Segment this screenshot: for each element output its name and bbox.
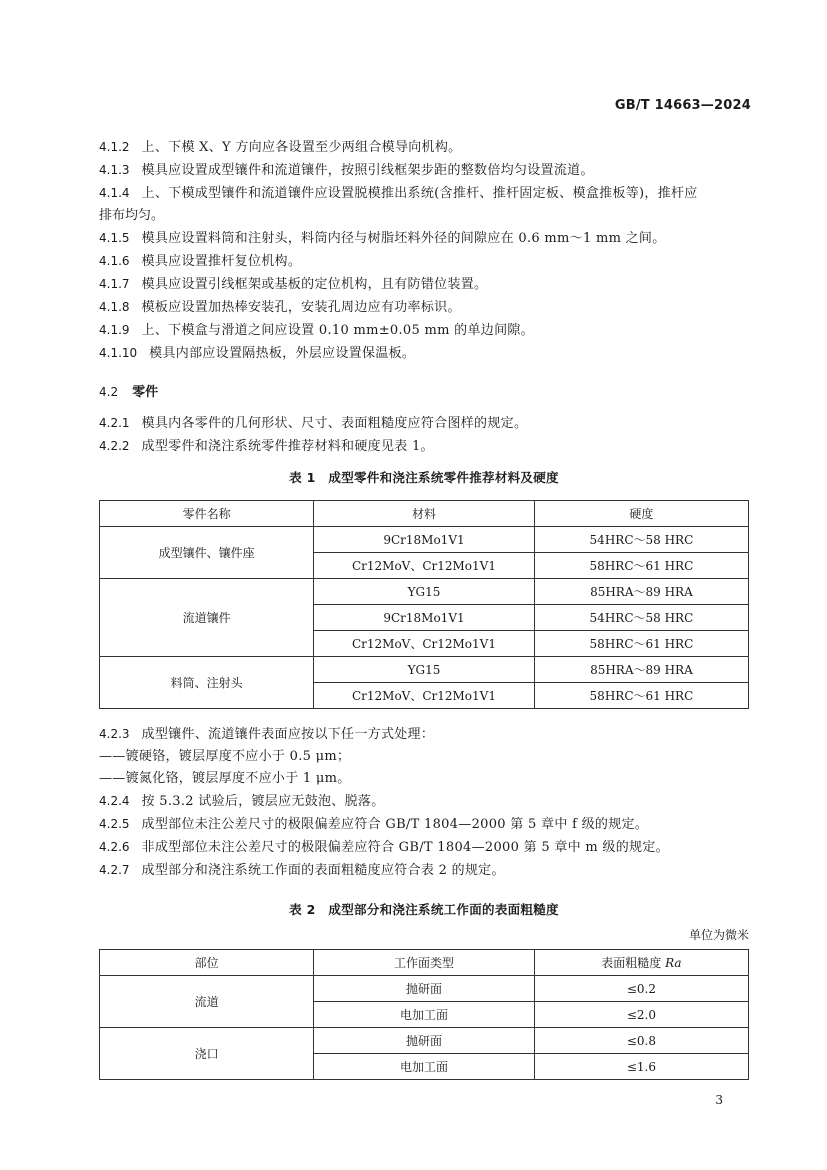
clause-text: 上、下模成型镶件和流道镶件应设置脱模推出系统(含推杆、推杆固定板、模盒推板等)，推杆应 [141,186,698,201]
table2-unit: 单位为微米 [688,928,749,942]
clause-text: 上、下模 X、Y 方向应各设置至少两组合模导向机构。 [141,140,462,155]
hardness-cell: 58HRC～61 HRC [534,631,748,657]
clause-number: 4.2.4 [99,794,130,808]
table2-caption: 表 2 成型部分和浇注系统工作面的表面粗糙度 [289,902,559,917]
clause-number: 4.1.9 [99,323,130,337]
material-cell: Cr12MoV、Cr12Mo1V1 [314,553,535,579]
part-name-cell: 料筒、注射头 [100,657,314,709]
hardness-cell: 58HRC～61 HRC [534,683,748,709]
clause-number: 4.1.10 [99,346,138,360]
clause-text: 模板应设置加热棒安装孔，安装孔周边应有功率标识。 [141,300,461,315]
clause-text: 模具应设置成型镶件和流道镶件，按照引线框架步距的整数倍均匀设置流道。 [141,163,594,178]
surface-type-cell: 电加工面 [314,1002,535,1028]
roughness-cell: ≤0.8 [534,1028,748,1054]
section-title: 零件 [132,385,159,400]
clause-text: 模具内部应设置隔热板，外层应设置保温板。 [149,346,416,361]
surface-type-cell: 抛研面 [314,1028,535,1054]
clause-number: 4.1.2 [99,140,130,154]
clause [99,342,749,365]
hardness-cell: 54HRC～58 HRC [534,605,748,631]
clause-continuation: 排布均匀。 [99,208,165,223]
clause-text: 成型部分和浇注系统工作面的表面粗糙度应符合表 2 的规定。 [141,863,505,878]
clause-number: 4.2.1 [99,416,130,430]
clause-number: 4.1.3 [99,163,130,177]
clause [99,136,749,159]
clause-number: 4.1.4 [99,186,130,200]
material-cell: 9Cr18Mo1V1 [314,527,535,553]
clause-number: 4.2.7 [99,863,130,877]
part-name-cell: 成型镶件、镶件座 [100,527,314,579]
document-body [99,136,749,1080]
roughness-cell: ≤0.2 [534,976,748,1002]
material-cell: Cr12MoV、Cr12Mo1V1 [314,683,535,709]
table2-header-row [100,950,749,976]
part-name-cell: 流道镶件 [100,579,314,657]
clause-number: 4.2.3 [99,727,130,741]
clause-4-2-3 [99,723,749,790]
table1-header-hardness: 硬度 [534,501,748,527]
clause-text: 模具内各零件的几何形状、尺寸、表面粗糙度应符合图样的规定。 [141,416,528,431]
material-cell: 9Cr18Mo1V1 [314,605,535,631]
clause [99,319,749,342]
table-row [100,1028,749,1054]
hardness-cell: 85HRA～89 HRA [534,579,748,605]
roughness-cell: ≤2.0 [534,1002,748,1028]
table-row [100,976,749,1002]
clause [99,412,749,435]
clause [99,813,749,836]
clause-text: 非成型部位未注公差尺寸的极限偏差应符合 GB/T 1804—2000 第 5 章中 m 级的规定。 [141,840,669,855]
material-cell: YG15 [314,657,535,683]
clause [99,790,749,813]
clause-text: 模具应设置引线框架或基板的定位机构，且有防错位装置。 [141,277,488,292]
hardness-cell: 85HRA～89 HRA [534,657,748,683]
clause-number: 4.1.8 [99,300,130,314]
table-row [100,579,749,605]
clause [99,182,749,205]
list-item: ——镀硬铬，镀层厚度不应小于 0.5 μm； [99,749,351,764]
clause [99,227,749,250]
hardness-cell: 58HRC～61 HRC [534,553,748,579]
clauses-4-2-a [99,412,749,458]
clause-text: 模具应设置推杆复位机构。 [141,254,302,269]
clause-text: 成型部位未注公差尺寸的极限偏差应符合 GB/T 1804—2000 第 5 章中 f 级的规定。 [141,817,649,832]
material-cell: Cr12MoV、Cr12Mo1V1 [314,631,535,657]
clause-number: 4.1.6 [99,254,130,268]
clause [99,859,749,882]
clause [99,159,749,182]
clauses-4-2-b [99,790,749,882]
table1-caption: 表 1 成型零件和浇注系统零件推荐材料及硬度 [289,470,559,485]
table2-header-roughness [534,950,748,976]
part-name-cell: 流道 [100,976,314,1028]
clause [99,273,749,296]
section-number: 4.2 [99,385,119,399]
clause [99,836,749,859]
roughness-label: 表面粗糙度 [601,956,666,970]
clause-number: 4.2.5 [99,817,130,831]
part-name-cell: 浇口 [100,1028,314,1080]
table1-header-row [100,501,749,527]
table-row [100,527,749,553]
roughness-cell: ≤1.6 [534,1054,748,1080]
table1-header-material: 材料 [314,501,535,527]
table-1 [99,500,749,709]
page-number: 3 [715,1093,723,1107]
clause-text: 上、下模盒与滑道之间应设置 0.10 mm±0.05 mm 的单边间隙。 [141,323,534,338]
clause-number: 4.2.6 [99,840,130,854]
table-2 [99,949,749,1080]
table1-header-part: 零件名称 [100,501,314,527]
table1-body [100,527,749,709]
clause [99,296,749,319]
clause-text: 按 5.3.2 试验后，镀层应无鼓泡、脱落。 [141,794,385,809]
clause-text: 成型镶件、流道镶件表面应按以下任一方式处理： [141,727,435,742]
clause [99,250,749,273]
clause [99,435,749,458]
list-item: ——镀氮化铬，镀层厚度不应小于 1 μm。 [99,771,351,786]
material-cell: YG15 [314,579,535,605]
clause-text: 成型零件和浇注系统零件推荐材料和硬度见表 1。 [141,439,434,454]
table2-header-part: 部位 [100,950,314,976]
clause-text: 模具应设置料筒和注射头，料筒内径与树脂坯料外径的间隙应在 0.6 mm～1 mm 之间。 [141,231,666,246]
clause-number: 4.1.5 [99,231,130,245]
hardness-cell: 54HRC～58 HRC [534,527,748,553]
surface-type-cell: 抛研面 [314,976,535,1002]
table2-header-surface: 工作面类型 [314,950,535,976]
clause-number: 4.1.7 [99,277,130,291]
standard-number: GB/T 14663—2024 [614,98,751,113]
section-heading-4-2 [99,381,749,404]
ra-symbol: Ra [665,956,682,970]
table-row [100,657,749,683]
table2-body [100,976,749,1080]
clauses-4-1 [99,136,749,365]
surface-type-cell: 电加工面 [314,1054,535,1080]
clause-number: 4.2.2 [99,439,130,453]
